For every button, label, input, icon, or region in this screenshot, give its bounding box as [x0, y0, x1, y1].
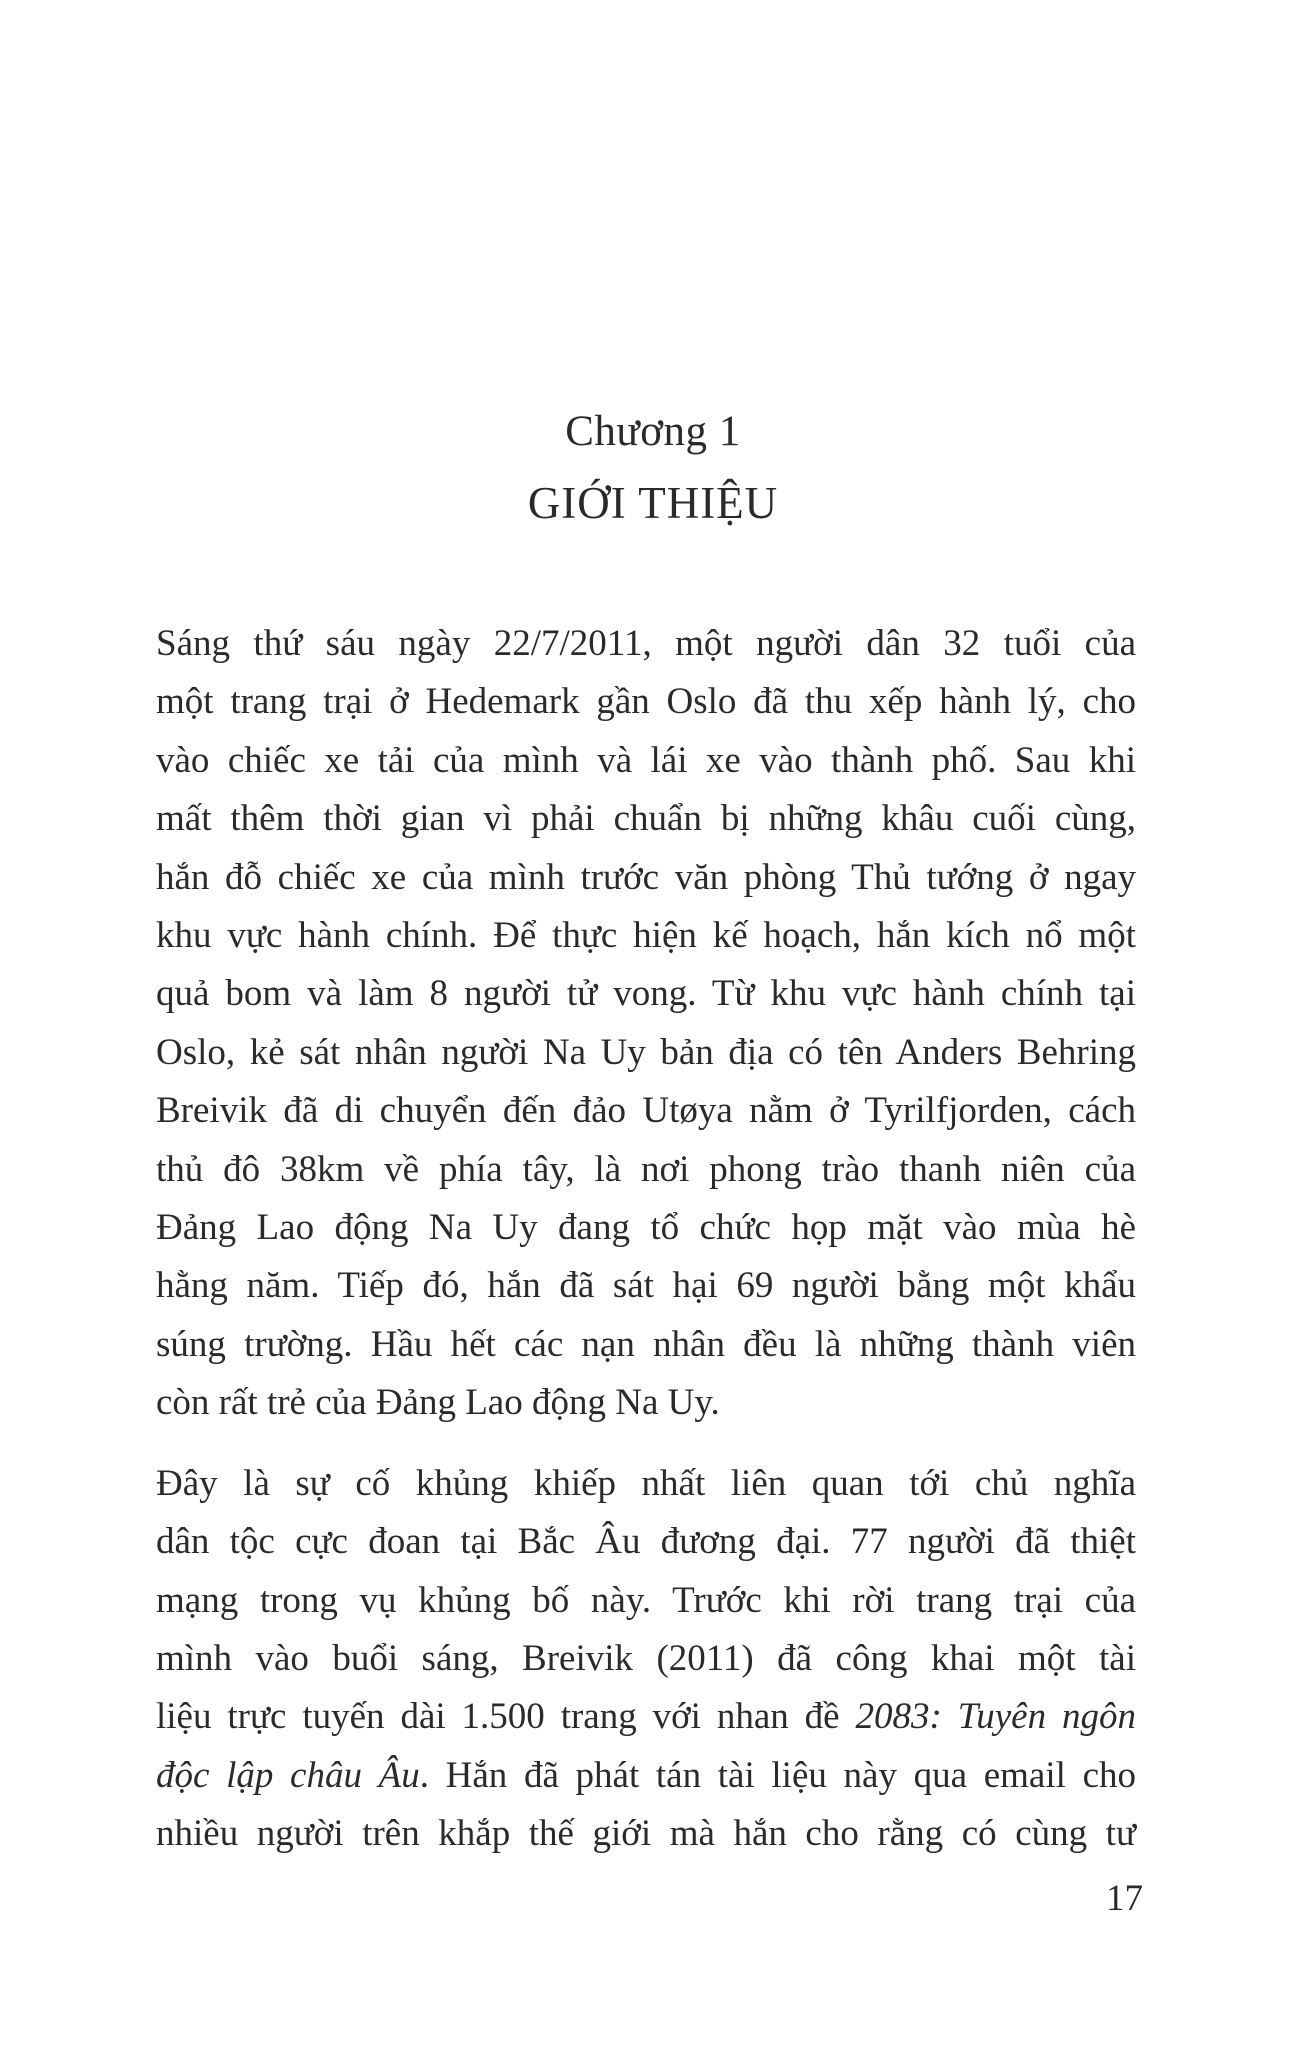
- text-line: Oslo, kẻ sát nhân người Na Uy bản địa có tên Anders Behring: [156, 1031, 1136, 1073]
- text-line: Sáng thứ sáu ngày 22/7/2011, một người dân 32 tuổi của: [156, 623, 1136, 664]
- text-line: còn rất trẻ của Đảng Lao động Na Uy.: [156, 1382, 720, 1424]
- page-number: 17: [1106, 1878, 1143, 1919]
- text-line: Breivik đã di chuyển đến đảo Utøya nằm ở Tyrilfjorden, cách: [156, 1090, 1136, 1132]
- text-line: vào chiếc xe tải của mình và lái xe vào thành phố. Sau khi: [156, 739, 1136, 781]
- chapter-label: Chương 1: [565, 408, 741, 455]
- chapter-title: GIỚI THIỆU: [527, 478, 779, 528]
- text-fragment: liệu trực tuyến dài 1.500 trang với nhan đề: [156, 1696, 856, 1738]
- body-text: [156, 615, 1136, 1864]
- text-line: khu vực hành chính. Để thực hiện kế hoạch, hắn kích nổ một: [156, 915, 1136, 957]
- text-line: [156, 1688, 1136, 1746]
- text-line: nhiều người trên khắp thế giới mà hắn cho rằng có cùng tư: [156, 1813, 1136, 1855]
- text-line: hằng năm. Tiếp đó, hắn đã sát hại 69 người bằng một khẩu: [156, 1265, 1136, 1307]
- text-line: Đây là sự cố khủng khiếp nhất liên quan tới chủ nghĩa: [156, 1462, 1136, 1504]
- text-line: Đảng Lao động Na Uy đang tổ chức họp mặt vào mùa hè: [156, 1207, 1136, 1249]
- text-line: súng trường. Hầu hết các nạn nhân đều là những thành viên: [156, 1323, 1136, 1365]
- text-line: hắn đỗ chiếc xe của mình trước văn phòng Thủ tướng ở ngay: [156, 856, 1136, 898]
- text-line: một trang trại ở Hedemark gần Oslo đã thu xếp hành lý, cho: [156, 681, 1136, 723]
- book-title-italic-continued: độc lập châu Âu: [156, 1754, 420, 1796]
- text-line: mình vào buổi sáng, Breivik (2011) đã công khai một tài: [156, 1637, 1136, 1679]
- text-line: quả bom và làm 8 người tử vong. Từ khu vực hành chính tại: [156, 973, 1136, 1015]
- paragraph-1: [156, 615, 1136, 1433]
- text-line: [156, 1747, 1136, 1805]
- text-line: dân tộc cực đoan tại Bắc Âu đương đại. 77 người đã thiệt: [156, 1521, 1136, 1563]
- book-title-italic: 2083: Tuyên ngôn: [855, 1696, 1136, 1738]
- paragraph-2: [156, 1455, 1136, 1864]
- text-fragment: . Hắn đã phát tán tài liệu này qua email cho: [419, 1754, 1136, 1796]
- text-line: mạng trong vụ khủng bố này. Trước khi rời trang trại của: [156, 1579, 1136, 1621]
- text-line: mất thêm thời gian vì phải chuẩn bị những khâu cuối cùng,: [156, 798, 1136, 840]
- text-line: thủ đô 38km về phía tây, là nơi phong trào thanh niên của: [156, 1148, 1136, 1190]
